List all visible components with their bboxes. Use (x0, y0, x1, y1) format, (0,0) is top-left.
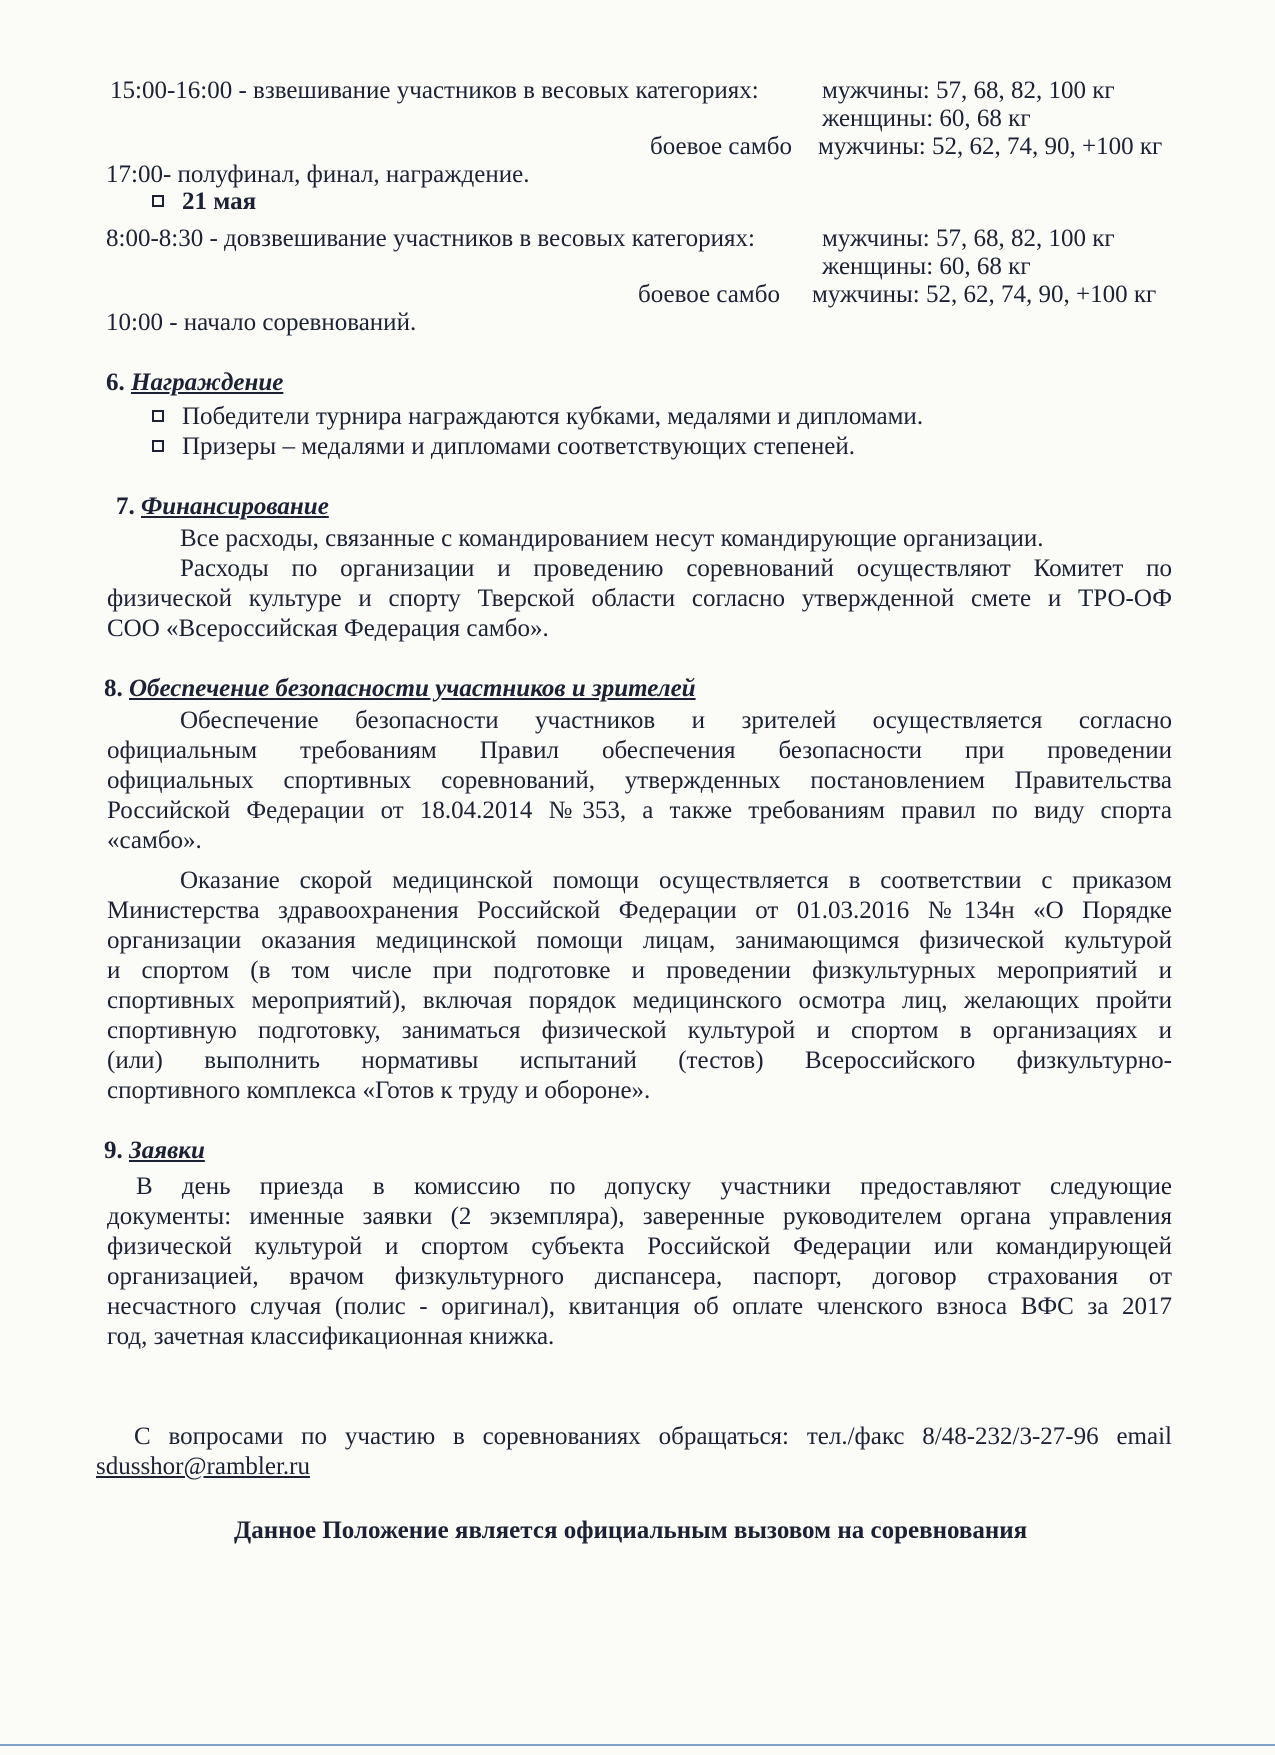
section7-heading: 7. Финансирование (116, 493, 329, 520)
schedule-final-line: 17:00- полуфинал, финал, награждение. (106, 161, 530, 188)
schedule-combat-men-categories-2: мужчины: 52, 62, 74, 90, +100 кг (812, 281, 1157, 308)
closing-statement: Данное Положение является официальным вызовом на соревнования (234, 1517, 1028, 1544)
schedule-combat-sambo-label-2: боевое самбо (638, 281, 780, 308)
section8-p1-line: официальным требованиям Правил обеспечения безопасности при проведении (107, 737, 1172, 764)
schedule-reweigh-line: 8:00-8:30 - довзвешивание участников в весовых категориях: (106, 225, 755, 252)
section8-p1-line: Российской Федерации от 18.04.2014 №353, а также требованиям правил по виду спорта (107, 797, 1172, 824)
section7-p2-line: Расходы по организации и проведению соревнований осуществляют Комитет по (180, 555, 1172, 582)
schedule-men-categories: мужчины: 57, 68, 82, 100 кг (822, 77, 1115, 104)
section8-p2-line: спортивных мероприятий), включая порядок медицинского осмотра лиц, желающих пройти (107, 987, 1172, 1014)
section8-p1-line: официальных спортивных соревнований, утвержденных постановлением Правительства (107, 767, 1172, 794)
section8-p2-line: (или) выполнить нормативы испытаний (тестов) Всероссийского физкультурно- (107, 1047, 1172, 1074)
section8-p1-line: «самбо». (107, 827, 202, 854)
section7-p2-line: СОО «Всероссийская Федерация самбо». (107, 615, 549, 642)
section7-p2-line: физической культуре и спорту Тверской области согласно утвержденной смете и ТРО-ОФ (107, 585, 1172, 612)
schedule-men-categories-2: мужчины: 57, 68, 82, 100 кг (822, 225, 1115, 252)
schedule-women-categories-2: женщины: 60, 68 кг (822, 253, 1031, 280)
section8-p2-line: спортивную подготовку, заниматься физической культурой и спортом в организациях и (107, 1017, 1172, 1044)
section8-p2-line: Министерства здравоохранения Российской Федерации от 01.03.2016 №134н «О Порядке (107, 897, 1172, 924)
schedule-combat-sambo-label: боевое самбо (650, 133, 792, 160)
schedule-weighin-line: 15:00-16:00 - взвешивание участников в весовых категориях: (110, 77, 759, 104)
section8-p2-line: Оказание скорой медицинской помощи осуществляется в соответствии с приказом (180, 867, 1172, 894)
section9-p1-line: организацией, врачом физкультурного диспансера, паспорт, договор страхования от (107, 1263, 1172, 1290)
bullet-square-icon (152, 410, 164, 422)
section9-p1-line: В день приезда в комиссию по допуску участники предоставляют следующие (136, 1173, 1172, 1200)
section9-p1-line: физической культурой и спортом субъекта Российской Федерации или командирующей (107, 1233, 1172, 1260)
section8-p2-line: и спортом (в том числе при подготовке и проведении физкультурных мероприятий и (107, 957, 1172, 984)
section9-p1-line: год, зачетная классификационная книжка. (107, 1323, 555, 1350)
schedule-day-heading: 21 мая (152, 187, 256, 217)
schedule-start-line: 10:00 - начало соревнований. (106, 309, 417, 336)
section6-heading: 6. Награждение (106, 369, 284, 396)
section8-p1-line: Обеспечение безопасности участников и зрителей осуществляется согласно (180, 707, 1172, 734)
section9-p1-line: несчастного случая (полис - оригинал), квитанция об оплате членского взноса ВФС за 2017 (107, 1293, 1172, 1320)
section6-item: Победители турнира награждаются кубками, медалями и дипломами. (152, 402, 923, 432)
section9-heading: 9. Заявки (104, 1137, 205, 1164)
page-bottom-divider (0, 1744, 1275, 1746)
bullet-square-icon (152, 195, 164, 207)
schedule-combat-men-categories: мужчины: 52, 62, 74, 90, +100 кг (818, 133, 1163, 160)
section6-item: Призеры – медалями и дипломами соответствующих степеней. (152, 432, 855, 462)
contact-line: С вопросами по участию в соревнованиях обращаться: тел./факс 8/48-232/3-27-96 email (134, 1423, 1172, 1450)
section9-p1-line: документы: именные заявки (2 экземпляра), заверенные руководителем органа управления (107, 1203, 1172, 1230)
contact-email-link[interactable]: sdusshor@rambler.ru (96, 1453, 310, 1480)
schedule-women-categories: женщины: 60, 68 кг (822, 105, 1031, 132)
section8-p2-line: спортивного комплекса «Готов к труду и обороне». (107, 1077, 651, 1104)
section8-p2-line: организации оказания медицинской помощи лицам, занимающимся физической культурой (107, 927, 1172, 954)
section8-heading: 8. Обеспечение безопасности участников и зрителей (104, 675, 696, 702)
section7-paragraph1: Все расходы, связанные с командированием несут командирующие организации. (180, 525, 1044, 552)
bullet-square-icon (152, 440, 164, 452)
